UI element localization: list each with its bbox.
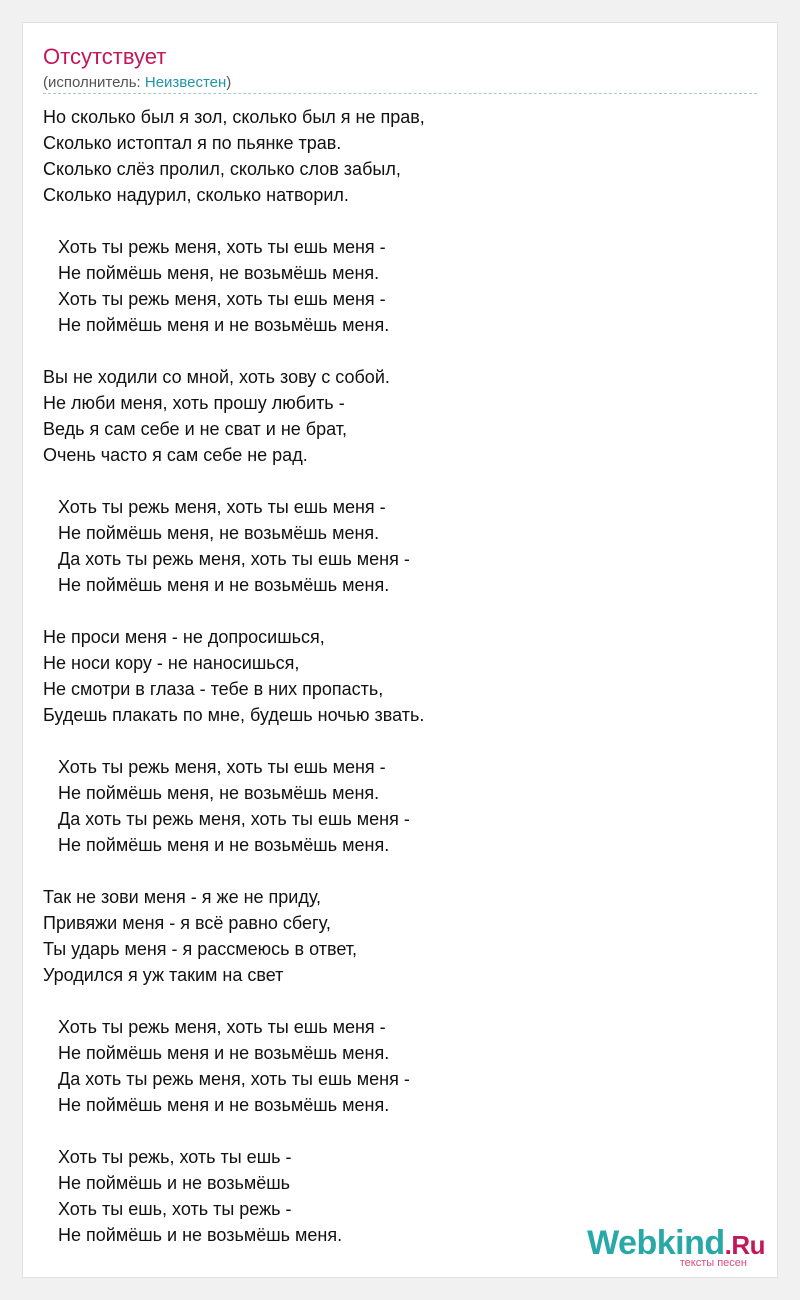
lyric-line: Не поймёшь меня и не возьмёшь меня. [43,1095,390,1115]
lyric-line: Ведь я сам себе и не сват и не брат, [43,419,347,439]
logo-tld-text: .Ru [724,1230,765,1260]
lyrics-card [22,22,778,1278]
artist-line [43,73,231,93]
lyric-line: Не поймёшь и не возьмёшь меня. [43,1225,343,1245]
lyric-line: Но сколько был я зол, сколько был я не прав, [43,107,425,127]
lyric-line: Не поймёшь меня, не возьмёшь меня. [43,783,380,803]
lyric-line: Не поймёшь меня и не возьмёшь меня. [43,1043,390,1063]
stanza-gap [43,988,425,1014]
lyric-line: Не поймёшь меня, не возьмёшь меня. [43,523,380,543]
lyric-line: Сколько надурил, сколько натворил. [43,185,349,205]
artist-prefix: (исполнитель: [43,74,145,91]
lyric-line: Очень часто я сам себе не рад. [43,445,308,465]
lyric-line: Хоть ты режь меня, хоть ты ешь меня - [43,289,386,309]
stanza-gap [43,338,425,364]
stanza-gap [43,468,425,494]
lyric-line: Да хоть ты режь меня, хоть ты ешь меня - [43,1069,410,1089]
logo-tagline: тексты песен [679,1257,747,1269]
artist-link[interactable]: Неизвестен [144,74,227,91]
lyric-line: Не смотри в глаза - тебе в них пропасть, [43,679,384,699]
lyrics-text [43,104,425,1248]
logo-main-text: Webkind [587,1224,725,1262]
lyric-line: Хоть ты режь меня, хоть ты ешь меня - [43,757,386,777]
stanza-gap [43,1118,425,1144]
lyric-line: Хоть ты режь, хоть ты ешь - [43,1147,292,1167]
lyric-line: Уродился я уж таким на свет [43,965,284,985]
lyric-line: Не люби меня, хоть прошу любить - [43,393,345,413]
lyric-line: Да хоть ты режь меня, хоть ты ешь меня - [43,809,410,829]
lyric-line: Не носи кору - не наносишься, [43,653,300,673]
stanza-gap [43,598,425,624]
divider [43,93,757,94]
lyric-line: Да хоть ты режь меня, хоть ты ешь меня - [43,549,410,569]
lyric-line: Сколько слёз пролил, сколько слов забыл, [43,159,401,179]
lyric-line: Хоть ты режь меня, хоть ты ешь меня - [43,1017,386,1037]
lyric-line: Не поймёшь меня и не возьмёшь меня. [43,315,390,335]
artist-suffix: ) [226,74,232,91]
lyric-line: Не поймёшь и не возьмёшь [43,1173,291,1193]
lyric-line: Привяжи меня - я всё равно сбегу, [43,913,331,933]
lyric-line: Будешь плакать по мне, будешь ночью звать. [43,705,425,725]
lyric-line: Хоть ты ешь, хоть ты режь - [43,1199,292,1219]
stanza-gap [43,728,425,754]
stanza-gap [43,858,425,884]
stanza-gap [43,208,425,234]
lyric-line: Так не зови меня - я же не приду, [43,887,322,907]
lyric-line: Хоть ты режь меня, хоть ты ешь меня - [43,497,386,517]
song-title: Отсутствует [43,44,167,69]
lyric-line: Ты ударь меня - я рассмеюсь в ответ, [43,939,357,959]
site-logo[interactable] [587,1225,765,1269]
lyric-line: Не проси меня - не допросишься, [43,627,325,647]
lyric-line: Не поймёшь меня, не возьмёшь меня. [43,263,380,283]
lyric-line: Не поймёшь меня и не возьмёшь меня. [43,575,390,595]
lyric-line: Не поймёшь меня и не возьмёшь меня. [43,835,390,855]
lyric-line: Хоть ты режь меня, хоть ты ешь меня - [43,237,386,257]
lyric-line: Вы не ходили со мной, хоть зову с собой. [43,367,390,387]
lyric-line: Сколько истоптал я по пьянке трав. [43,133,342,153]
